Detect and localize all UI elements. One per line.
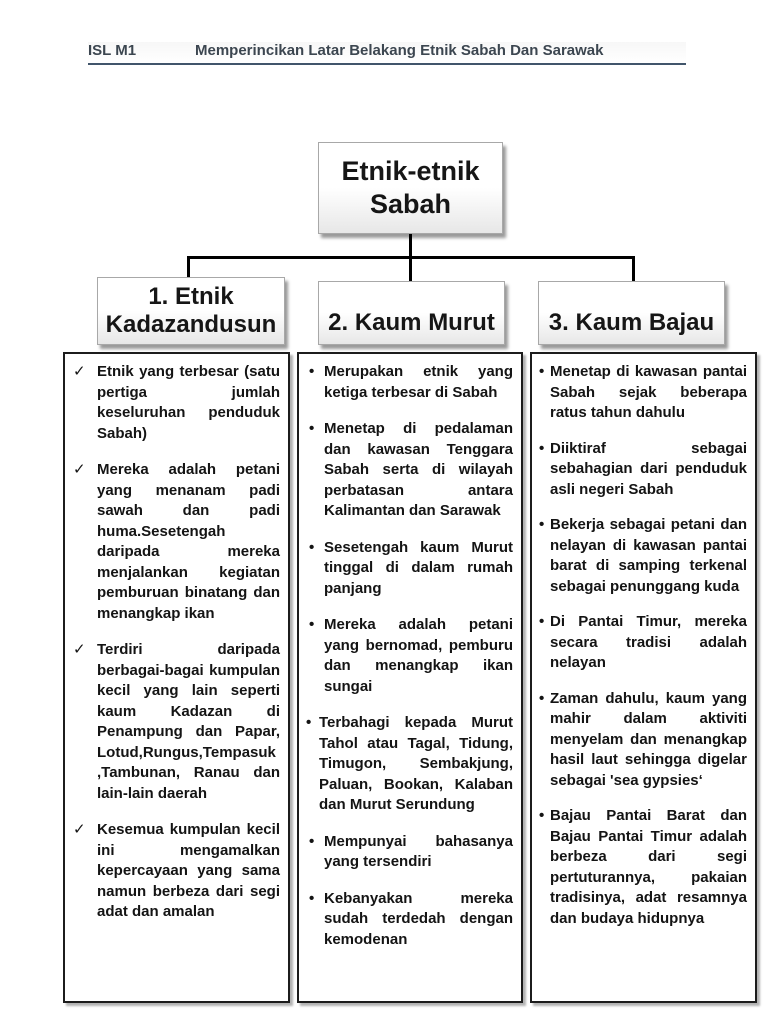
bullet-item: [539, 806, 747, 929]
bullet-text: Terdiri daripada berbagai-bagai kumpulan kecil yang lain seperti kaum Kadazan di Penampung dan Papar, Lotud,Rungus,Tempasuk ,Tambunan, Ranau dan lain-lain daerah: [97, 641, 280, 802]
check-bullet-icon: ✓: [73, 461, 86, 478]
bullet-item: [72, 362, 280, 444]
bullet-text: Sesetengah kaum Murut tinggal di dalam rumah panjang: [324, 538, 513, 597]
dot-bullet-icon: •: [539, 613, 545, 630]
bullet-text: Diiktiraf sebagai sebahagian dari penduduk asli negeri Sabah: [550, 439, 747, 498]
dot-bullet-icon: •: [539, 807, 545, 824]
dot-bullet-icon: •: [309, 889, 315, 907]
bullet-text: Menetap di pedalaman dan kawasan Tenggara Sabah serta di wilayah perbatasan antara Kalimantan dan Sarawak: [324, 420, 513, 519]
bullet-item: [539, 515, 747, 597]
check-bullet-icon: ✓: [73, 641, 86, 658]
bullet-list: [539, 362, 747, 929]
course-code: ISL M1: [88, 42, 137, 59]
bullet-text: Kesemua kumpulan kecil ini mengamalkan kepercayaan yang sama namun berbeza dari segi adat dan amalan: [97, 821, 280, 920]
connector-root-stem: [409, 234, 412, 257]
check-bullet-icon: ✓: [73, 363, 86, 380]
column-body-bajau: [530, 352, 757, 1003]
bullet-text: Mempunyai bahasanya yang tersendiri: [324, 832, 513, 870]
dot-bullet-icon: •: [309, 616, 315, 633]
bullet-text: Zaman dahulu, kaum yang mahir dalam aktiviti menyelam dan menangkap hasil laut sehingga digelar sebagai 'sea gypsies‘: [550, 689, 747, 789]
bullet-item: [539, 612, 747, 674]
bullet-item: [72, 820, 280, 923]
bullet-item: [306, 832, 513, 873]
bullet-list: [72, 362, 280, 923]
dot-bullet-icon: •: [309, 538, 315, 556]
bullet-text: Mereka adalah petani yang bernomad, pemburu dan menangkap ikan sungai: [324, 616, 513, 695]
bullet-text: Terbahagi kepada Murut Tahol atau Tagal, Tidung, Timugon, Sembakjung, Paluan, Bookan, Kalaban dan Murut Serundung: [319, 714, 513, 813]
check-bullet-icon: ✓: [73, 821, 86, 838]
connector-drop-left: [187, 256, 190, 277]
column-body-murut: [297, 352, 523, 1003]
bullet-item: [72, 460, 280, 624]
bullet-item: [306, 538, 513, 600]
bullet-text: Menetap di kawasan pantai Sabah sejak beberapa ratus tahun dahulu: [550, 363, 747, 421]
connector-drop-center: [409, 256, 412, 281]
bullet-text: Di Pantai Timur, mereka secara tradisi adalah nelayan: [550, 613, 747, 671]
bullet-text: Bekerja sebagai petani dan nelayan di kawasan pantai barat di samping terkenal sebagai penunggang kuda: [550, 516, 747, 595]
bullet-item: [306, 419, 513, 522]
bullet-text: Etnik yang terbesar (satu pertiga jumlah keseluruhan penduduk Sabah): [97, 363, 280, 442]
column-header-murut: 2. Kaum Murut: [318, 281, 505, 345]
dot-bullet-icon: •: [539, 363, 545, 380]
dot-bullet-icon: •: [539, 689, 545, 707]
bullet-item: [306, 362, 513, 403]
column-header-bajau: 3. Kaum Bajau: [538, 281, 725, 345]
bullet-list: [306, 362, 513, 950]
bullet-item: [539, 439, 747, 501]
root-node-line1: Etnik-etnik: [341, 156, 480, 186]
dot-bullet-icon: •: [309, 832, 315, 850]
connector-drop-right: [632, 256, 635, 281]
root-node-etnik-sabah: [318, 142, 503, 234]
document-header: [88, 42, 686, 65]
bullet-text: Merupakan etnik yang ketiga terbesar di Sabah: [324, 363, 513, 401]
bullet-item: [72, 640, 280, 804]
bullet-text: Mereka adalah petani yang menanam padi sawah dan padi huma.Sesetengah daripada mereka menjalankan kegiatan pemburuan binatang dan menangkap ikan: [97, 461, 280, 622]
bullet-item: [539, 362, 747, 424]
root-node-line2: Sabah: [369, 189, 452, 219]
dot-bullet-icon: •: [306, 714, 312, 731]
bullet-text: Kebanyakan mereka sudah terdedah dengan kemodenan: [324, 889, 513, 948]
page-title: Memperincikan Latar Belakang Etnik Sabah Dan Sarawak: [195, 42, 604, 59]
bullet-item: [306, 615, 513, 697]
column-body-kadazandusun: [63, 352, 290, 1003]
dot-bullet-icon: •: [309, 420, 315, 437]
bullet-text: Bajau Pantai Barat dan Bajau Pantai Timur adalah berbeza dari segi pertuturannya, pakaian tradisinya, adat resamnya dan budaya hidupnya: [550, 807, 747, 927]
bullet-item: [539, 689, 747, 792]
dot-bullet-icon: •: [539, 516, 545, 533]
bullet-item: [306, 889, 513, 951]
bullet-item: [306, 713, 513, 816]
dot-bullet-icon: •: [539, 439, 545, 457]
column-header-kadazandusun: 1. Etnik Kadazandusun: [97, 277, 285, 345]
dot-bullet-icon: •: [309, 363, 315, 380]
